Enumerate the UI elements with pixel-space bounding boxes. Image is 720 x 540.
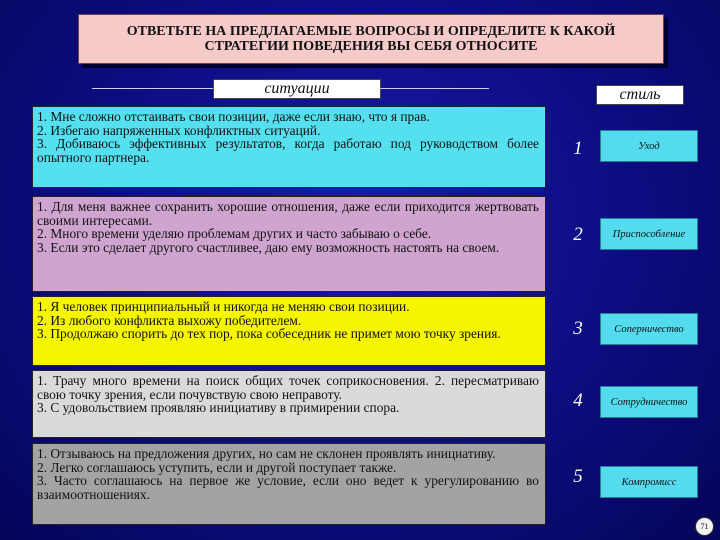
situation-line: 1. Для меня важнее сохранить хорошие отношения, даже если приходится жертвовать своими интересами.: [37, 199, 539, 228]
situation-box-1: [32, 106, 546, 188]
row-number-5: 5: [573, 466, 583, 487]
divider-line: [379, 88, 489, 89]
style-header: стиль: [596, 85, 684, 105]
situation-box-5: [32, 443, 546, 525]
row-number-3: 3: [573, 318, 583, 339]
situations-header: ситуации: [213, 79, 381, 99]
page-number-badge: 71: [695, 517, 714, 536]
title-banner: [78, 14, 664, 64]
situation-line: 2. Избегаю напряженных конфликтных ситуаций.: [37, 122, 321, 138]
situation-line: 2. Много времени уделяю проблемам других и часто забываю о себе.: [37, 226, 432, 241]
style-box-4: Сотрудничество: [600, 386, 698, 418]
divider-line: [92, 88, 213, 89]
row-number-2: 2: [573, 224, 583, 245]
situation-line: 1. Отзываюсь на предложения других, но сам не склонен проявлять инициативу.: [37, 446, 496, 461]
situation-box-4: [32, 370, 546, 438]
situation-line: 2. Из любого конфликта выхожу победителем.: [37, 312, 302, 328]
situation-line: 2. Легко соглашаюсь уступить, если и другой поступает также.: [37, 459, 397, 475]
situation-line: 3. Продолжаю спорить до тех пор, пока собеседник не примет мою точку зрения.: [37, 326, 501, 341]
row-number-1: 1: [573, 138, 583, 159]
slide-title: ОТВЕТЬТЕ НА ПРЕДЛАГАЕМЫЕ ВОПРОСЫ И ОПРЕДЕЛИТЕ К КАКОЙ СТРАТЕГИИ ПОВЕДЕНИЯ ВЫ СЕБЯ ОТНОСИТЕ: [126, 24, 616, 54]
row-number-4: 4: [573, 390, 583, 411]
situation-line: 3. Часто соглашаюсь на первое же условие, если оно ведет к урегулированию во взаимоотношениях.: [37, 473, 539, 502]
situation-line: 1. Трачу много времени на поиск общих точек соприкосновения. 2. пересматриваю свою точку зрения, если почувствую свою неправоту.: [37, 373, 539, 402]
situation-box-2: [32, 196, 546, 292]
style-box-1: Уход: [600, 130, 698, 162]
situation-line: 3. Добиваюсь эффективных результатов, когда работаю под руководством более опытного партнера.: [37, 136, 539, 165]
situation-box-3: [32, 296, 546, 366]
style-box-3: Соперничество: [600, 313, 698, 345]
situation-line: 1. Мне сложно отстаивать свои позиции, даже если знаю, что я прав.: [37, 109, 430, 124]
situation-line: 3. С удовольствием проявляю инициативу в примирении спора.: [37, 400, 400, 415]
style-box-5: Компромисс: [600, 466, 698, 498]
situation-line: 1. Я человек принципиальный и никогда не меняю свои позиции.: [37, 299, 410, 314]
situation-line: 3. Если это сделает другого счастливее, даю ему возможность настоять на своем.: [37, 239, 500, 255]
style-box-2: Приспособление: [600, 218, 698, 250]
